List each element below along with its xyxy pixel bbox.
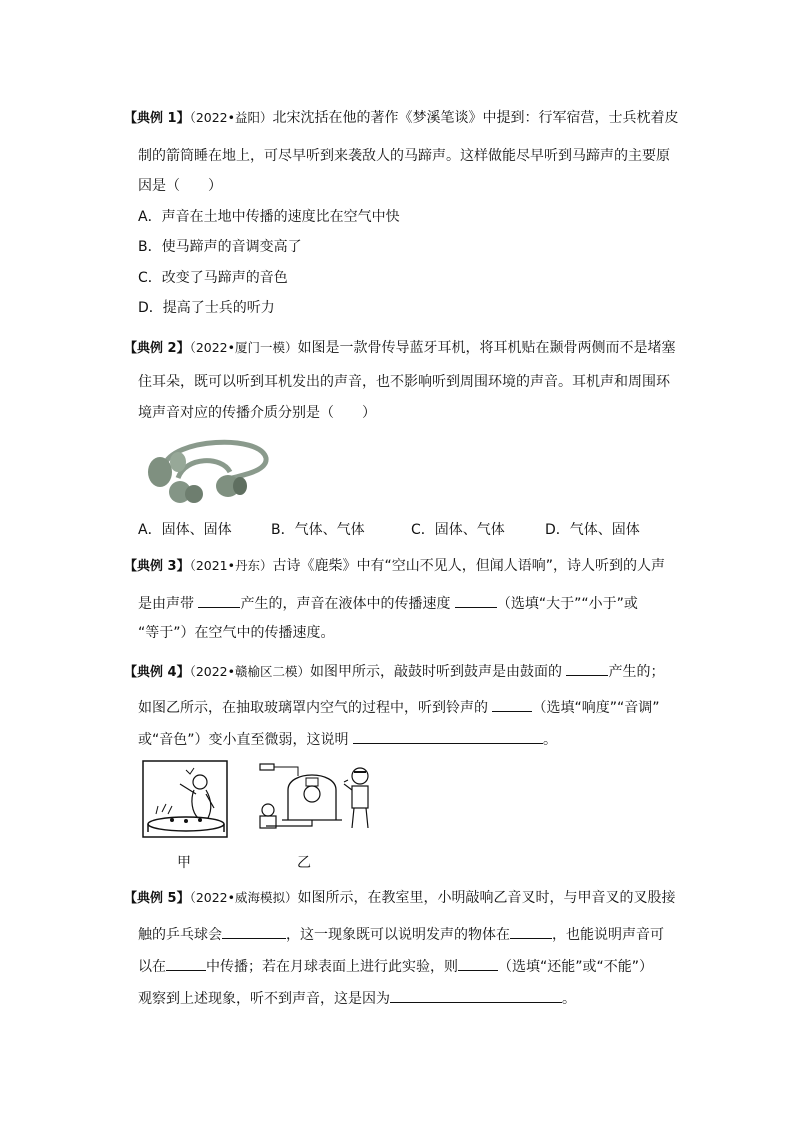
ex5-source: （2022•威海模拟） bbox=[189, 890, 298, 905]
ex1-text1: 北宋沈括在他的著作《梦溪笔谈》中提到：行军宿营，士兵枕着皮 bbox=[272, 110, 679, 126]
ex5-text3a: 以在 bbox=[138, 959, 166, 975]
ex3-line3: “等于”）在空气中的传播速度。 bbox=[138, 625, 335, 641]
ex5-line2 bbox=[138, 924, 664, 945]
ex2-tag: 【典例 2】 bbox=[124, 341, 190, 356]
ex2-line1 bbox=[124, 338, 676, 359]
ex1-option-b: B．使马蹄声的音调变高了 bbox=[138, 239, 302, 255]
ex4-text3a: 或“音色”）变小直至微弱，这说明 bbox=[138, 732, 349, 748]
ex4-blank-2[interactable] bbox=[492, 697, 532, 712]
ex3-blank-2[interactable] bbox=[455, 593, 497, 608]
ex4-source: （2022•赣榆区二模） bbox=[189, 664, 311, 679]
bell-jar-figure-yi bbox=[252, 760, 382, 832]
ex5-blank-1[interactable] bbox=[222, 924, 286, 939]
ex5-text2c: ，也能说明声音可 bbox=[552, 927, 664, 943]
ex5-blank-5[interactable] bbox=[390, 988, 562, 1003]
bone-conduction-headphone-image bbox=[142, 432, 272, 504]
ex1-option-c: C．改变了马蹄声的音色 bbox=[138, 270, 288, 286]
ex3-text2b: 产生的，声音在液体中的传播速度 bbox=[240, 596, 451, 612]
ex5-blank-3[interactable] bbox=[166, 956, 206, 971]
ex3-blank-1[interactable] bbox=[198, 593, 240, 608]
ex1-line3: 因是（ ） bbox=[138, 178, 222, 194]
ex4-line3 bbox=[138, 729, 557, 750]
ex3-text1: 古诗《鹿柴》中有“空山不见人，但闻人语响”，诗人听到的人声 bbox=[272, 558, 666, 574]
ex4-blank-1[interactable] bbox=[566, 661, 608, 676]
ex1-option-d: D．提高了士兵的听力 bbox=[138, 300, 275, 316]
ex2-option-b: B．气体、气体 bbox=[271, 522, 365, 538]
ex3-text2c: （选填“大于”“小于”或 bbox=[496, 596, 638, 612]
ex5-line3 bbox=[138, 956, 653, 977]
ex1-source: （2022•益阳） bbox=[189, 110, 273, 125]
ex4-tag: 【典例 4】 bbox=[124, 665, 190, 680]
ex3-source: （2021•丹东） bbox=[189, 558, 273, 573]
ex2-option-c: C．固体、气体 bbox=[411, 522, 505, 538]
drum-figure-jia bbox=[142, 760, 228, 838]
ex2-text1: 如图是一款骨传导蓝牙耳机，将耳机贴在颞骨两侧而不是堵塞 bbox=[297, 340, 676, 356]
ex2-source: （2022•厦门一模） bbox=[189, 340, 298, 355]
ex5-text2b: ，这一现象既可以说明发声的物体在 bbox=[286, 927, 510, 943]
ex5-text1: 如图所示，在教室里，小明敲响乙音叉时，与甲音叉的叉股接 bbox=[297, 890, 676, 906]
ex3-tag: 【典例 3】 bbox=[124, 559, 190, 574]
ex3-text2a: 是由声带 bbox=[138, 596, 194, 612]
ex3-line2 bbox=[138, 593, 638, 614]
ex3-line1 bbox=[124, 556, 665, 577]
ex2-line2: 住耳朵，既可以听到耳机发出的声音，也不影响听到周围环境的声音。耳机声和周围环 bbox=[138, 374, 670, 390]
ex5-tag: 【典例 5】 bbox=[124, 891, 190, 906]
ex5-line1 bbox=[124, 888, 676, 909]
ex4-text2b: （选填“响度”“音调” bbox=[532, 700, 660, 716]
ex4-text1b: 产生的； bbox=[608, 664, 665, 680]
ex5-line4 bbox=[138, 988, 576, 1009]
figure-caption-yi: 乙 bbox=[297, 855, 311, 871]
ex4-text2a: 如图乙所示，在抽取玻璃罩内空气的过程中，听到铃声的 bbox=[138, 700, 488, 716]
ex5-blank-4[interactable] bbox=[458, 956, 498, 971]
figure-caption-jia: 甲 bbox=[177, 855, 191, 871]
ex5-text3b: 中传播；若在月球表面上进行此实验，则 bbox=[206, 959, 458, 975]
ex5-text2a: 触的乒乓球会 bbox=[138, 927, 222, 943]
ex5-text3c: （选填“还能”或“不能”） bbox=[498, 959, 654, 975]
ex5-blank-2[interactable] bbox=[510, 924, 552, 939]
ex1-tag: 【典例 1】 bbox=[124, 111, 190, 126]
ex1-option-a: A．声音在土地中传播的速度比在空气中快 bbox=[138, 209, 400, 225]
ex4-text1a: 如图甲所示，敲鼓时听到鼓声是由鼓面的 bbox=[310, 664, 563, 680]
ex1-line2: 制的箭筒睡在地上，可尽早听到来袭敌人的马蹄声。这样做能尽早听到马蹄声的主要原 bbox=[138, 148, 670, 164]
ex2-line3: 境声音对应的传播介质分别是（ ） bbox=[138, 405, 376, 421]
ex4-blank-3[interactable] bbox=[353, 729, 543, 744]
ex5-text4b: 。 bbox=[562, 991, 576, 1007]
ex4-text3b: 。 bbox=[542, 732, 557, 748]
ex4-line1 bbox=[124, 661, 664, 683]
ex5-text4a: 观察到上述现象，听不到声音，这是因为 bbox=[138, 991, 390, 1007]
ex1-line1 bbox=[124, 108, 679, 129]
ex4-line2 bbox=[138, 697, 659, 718]
ex2-option-a: A．固体、固体 bbox=[138, 522, 232, 538]
ex2-option-d: D．气体、固体 bbox=[545, 522, 640, 538]
